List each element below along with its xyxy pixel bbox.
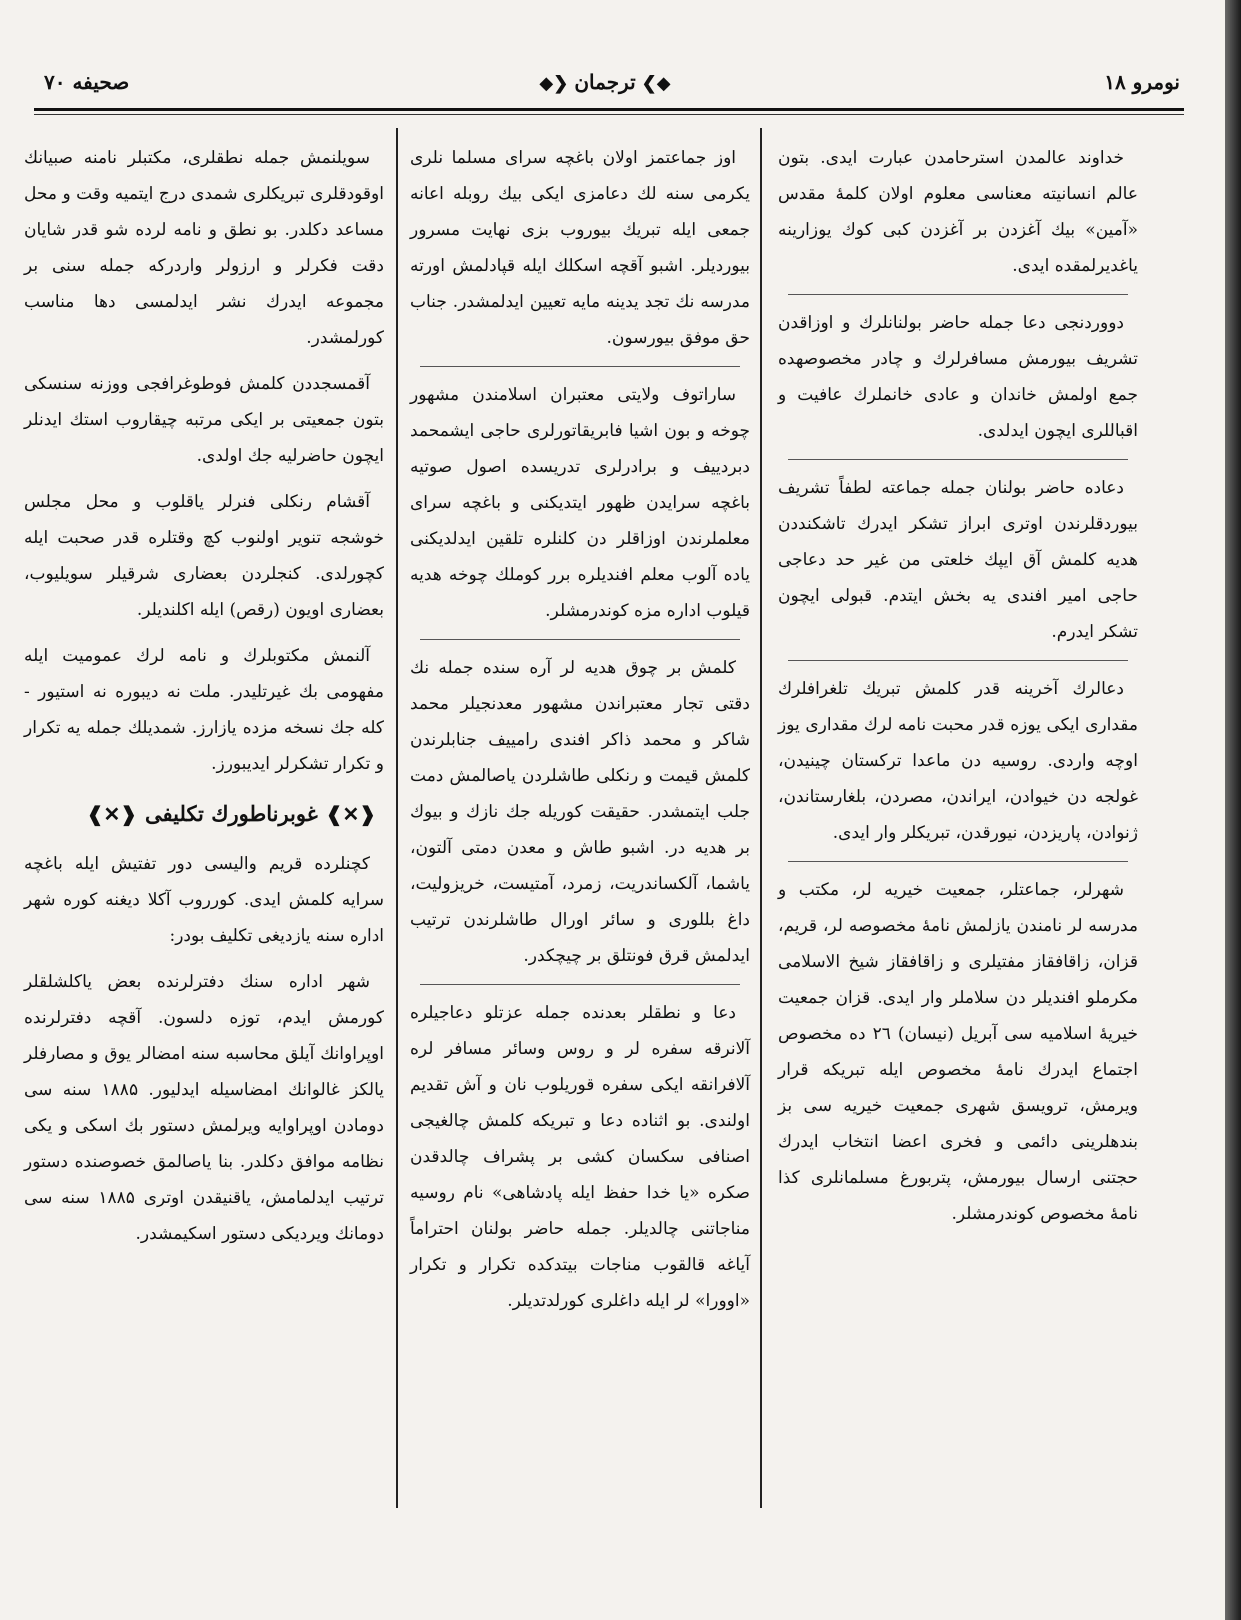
newspaper-title bbox=[533, 70, 676, 94]
paragraph: خداوند عالمدن استرحامدن عبارت ایدی. بتون عالم انسانیته معناسی معلوم اولان کلمهٔ مقدس «آمین» بیك آغزدن بر آغزدن کبی کوك یوزارینه یاغدیرلمقده ایدی. bbox=[778, 148, 1138, 276]
paragraph-separator bbox=[420, 639, 740, 640]
paragraph: سویلنمش جمله نطقلری، مکتبلر نامنه صبیانك اوقودقلری تبریکلری شمدی درج ایتمیه وقت و محل مساعد دکلدر. بو نطق و نامه لرده شو قدر شایان دقت فکرلر و ارزولر واردرکه جمله سنی بر مجموعه ایدرك نشر ایدلمسی دها مناسب کورلمشدر. bbox=[24, 148, 384, 348]
column-left bbox=[24, 140, 384, 1520]
paragraph: شهرلر، جماعتلر، جمعیت خیریه لر، مکتب و مدرسه لر نامندن یازلمش نامهٔ مخصوصه لر، قریم، قزان، زاقافقاز مفتیلری و زاقافقاز شیخ الاسلامی مکرملو افندیلر دن سلاملر وار ایدی. قزان جمعیت خیریهٔ اسلامیه سی آبریل (نیسان) ۲٦ ده مخصوص اجتماع ایدرك نامهٔ مخصوص ایله تبریکه قرار ویرمش، ترویسق شهری جمعیت خیریه سی بز بندهلرینی دائمی و فخری اعضا انتخاب ایدرك حجتنی ارسال بیورمش، پتربورغ مسلمانلری کذا نامهٔ مخصوص کوندرمشلر. bbox=[778, 880, 1138, 1224]
page-header bbox=[30, 62, 1180, 112]
column-divider bbox=[396, 128, 398, 1508]
paragraph: آقشام رنکلی فنرلر یاقلوب و محل مجلس خوشجه تنویر اولنوب کچ وقتلره قدر صحبت ایله کچورلدی. کنجلردن بعضاری شرقیلر سویلیوب، بعضاری اویون (رقص) ایله اکلندیلر. bbox=[24, 492, 384, 620]
paragraph: دعا و نطقلر بعدنده جمله عزتلو دعاجیلره آلانرقه سفره لر و روس وسائر مسافر لره آلافرانقه ایکی سفره قوریلوب نان و آش تقدیم اولندی. بو اثناده دعا و تبریکه کلمش چالغیجی اصنافی سکسان کشی بر پشراف چالدقدن صکره «یا خدا حفظ ایله پادشاهی» نام روسیه مناجاتنی چالدیلر. جمله حاضر بولنان احتراماً آیاغه قالقوب مناجات بیتدکده تکرار و تکرار «اوورا» لر ایله داغلری کورلدتدیلر. bbox=[410, 1003, 750, 1311]
issue-number: نومرو ۱۸ bbox=[1104, 70, 1180, 94]
section-heading-text: غوبرناطورك تكليفى bbox=[145, 801, 318, 826]
paragraph-separator bbox=[788, 861, 1128, 862]
right-ornament-icon: ◆❯ bbox=[539, 73, 569, 94]
header-rule bbox=[34, 108, 1184, 111]
paragraph: ساراتوف ولایتی معتبران اسلامندن مشهور چوخه و بون اشیا فابریقاتورلری حاجی ایشمحمد دبردییف و برادرلری تدریسده اصول صوتیه باغچه سرایدن ظهور ایتدیکنی و باغچه سرای معلملرندن اوزاقلر دن کلنلره تلقین ایدلدیکنی یاده آلوب معلم افندیلره برر کوملك چوخه هدیه قیلوب اداره مزه کوندرمشلر. bbox=[410, 385, 750, 621]
paragraph: دعاده حاضر بولنان جمله جماعته لطفاً تشریف بیوردقلرندن اوتری ابراز تشکر ایدرك تاشکنددن هدیه کلمش آق ایپك خلعتی من غیر حد دعاجی حاجی امیر افندی یه بخش ایتدم. قبولی ایچون تشکر ایدرم. bbox=[778, 478, 1138, 642]
heading-ornament-icon: ❰✕❱ bbox=[325, 802, 376, 826]
paragraph: دووردنجی دعا جمله حاضر بولنانلرك و اوزاقدن تشریف بیورمش مسافرلرك و چادر مخصوصهده جمع اولمش خاندان و عادی خانملرك عافیت و اقباللری ایچون ایدلدی. bbox=[778, 313, 1138, 441]
paragraph-separator bbox=[420, 984, 740, 985]
paragraph: اوز جماعتمز اولان باغچه سرای مسلما نلری یکرمی سنه لك دعامزی ایکی بیك روبله اعانه جمعی ایله تبریك بیوروب بزی نهایت مسرور بیوردیلر. اشبو آقچه اسکلك ایله قپادلمش اورته مدرسه نك تجد یدینه مایه تعیین ایدلمشدر. جناب حق موفق بیورسون. bbox=[410, 148, 750, 348]
heading-ornament-icon: ❰✕❱ bbox=[86, 802, 138, 826]
paragraph: کلمش بر چوق هدیه لر آره سنده جمله نك دقتی تجار معتبراندن مشهور معدنجیلر محمد شاکر و محمد ذاکر افندی رامییف جنابلرندن کلمش قیمت و رنکلی طاشلردن یاصالمش دمت جلب ایتمشدر. حقیقت کوریله جك نازك و بیوك بر هدیه در. اشبو طاش و معدن دمتی آلتون، یاشما، آلکساندریت، زمرد، آمتیست، خریزولیت، داغ بللوری و سائر اورال طاشلرندن ترتیب ایدلمش قرق فونتلق بر چیچکدر. bbox=[410, 658, 750, 966]
paragraph-separator bbox=[788, 660, 1128, 661]
column-middle bbox=[410, 140, 750, 1520]
paragraph: کچنلرده قریم والیسی دور تفتیش ایله باغچه سرایه کلمش ایدی. کورروب آکلا دیغنه کوره شهر اداره سنه یازدیغی تکلیف بودر: bbox=[24, 854, 384, 946]
section-heading bbox=[24, 796, 384, 832]
paragraph: آقمسجددن کلمش فوطوغرافجی ووزنه سنسکی بتون جمعیتی بر ایکی مرتبه چیقاروب استك ایدنلر ایچون حاضرلیه جك اولدی. bbox=[24, 374, 384, 466]
column-right bbox=[778, 140, 1138, 1520]
left-ornament-icon: ❮◆ bbox=[641, 73, 671, 94]
paragraph-separator bbox=[788, 294, 1128, 295]
paragraph: آلنمش مکتوبلرك و نامه لرك عمومیت ایله مفهومی بك غیرتلیدر. ملت نه دیبوره نه استیور - کله جك نسخه مزده یازارز. شمدیلك جمله یه تکرار و تکرار تشکرلر ایدیبورز. bbox=[24, 646, 384, 774]
paragraph-separator bbox=[420, 366, 740, 367]
newspaper-title-text: ترجمان bbox=[574, 70, 636, 94]
page-number: صحیفه ۷۰ bbox=[44, 70, 130, 94]
column-divider bbox=[760, 128, 762, 1508]
paragraph: دعالرك آخرینه قدر کلمش تبریك تلغرافلرك مقداری ایکی یوزه قدر محبت نامه لرك مقداری یوز اوچه واردی. روسیه دن ماعدا ترکستان چینیدن، غولجه دن خیوادن، ایراندن، مصردن، بلغارستاندن، ژنوادن، پاریزدن، نیورقدن، تبریکلر وار ایدی. bbox=[778, 679, 1138, 843]
paragraph-separator bbox=[788, 459, 1128, 460]
header-rule-thin bbox=[34, 114, 1184, 115]
paragraph: شهر اداره سنك دفترلرنده بعض یاکلشلقلر کورمش ایدم، توزه دلسون. آقچه دفترلرنده اوپراوانك آیلق محاسبه سنه امضالر یوق و مصارفلر یالکز غالوانك امضاسیله ایدلیور. ۱۸۸۵ سنه سی دومادن اوپراوایه ویرلمش دستور بك اسکی و یکی نظامه موافق دکلدر. بنا یاصالمق خصوصنده دستور ترتیب ایدلمامش، یاقنیقدن اوتری ۱۸۸۵ سنه سی دومانك ویردیکی دستور اسکیمشدر. bbox=[24, 972, 384, 1244]
